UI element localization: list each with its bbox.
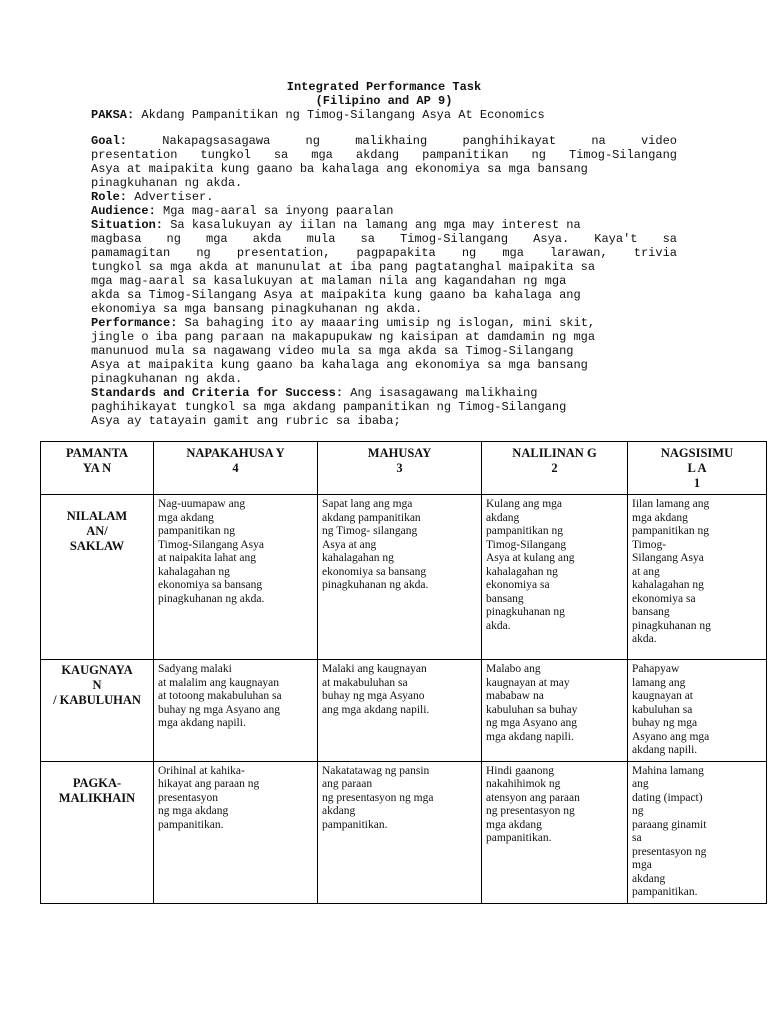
situation-line-5: mga mag-aaral sa kasalukuyan at malaman nila ang kagandahan ng mga — [91, 274, 567, 288]
performance-text-1: Sa bahaging ito ay maaaring umisip ng islogan, mini skit, — [177, 316, 596, 330]
standards-line-2: paghihikayat tungkol sa mga akdang pampanitikan ng Timog-Silangang — [91, 400, 567, 414]
role-label: Role: — [91, 190, 128, 204]
situation-line-6: akda sa Timog-Silangang Asya at maipakita kung gaano ba kahalaga ang — [91, 288, 581, 302]
rubric-row-nilalaman — [41, 495, 767, 660]
cell-pagkamalikhain-1: Mahina lamang ang dating (impact) ng paraang ginamit sa presentasyon ng mga akdang pampanitikan. — [628, 761, 767, 903]
situation-line-7: ekonomiya sa mga bansang pinagkuhanan ng akda. — [91, 302, 423, 316]
performance-line-4: Asya at maipakita kung gaano ba kahalaga ang ekonomiya sa mga bansang — [91, 358, 588, 372]
goal-line-2: presentation tungkol sa mga akdang pampanitikan ng Timog-Silangang — [91, 148, 677, 162]
standards-line-1 — [91, 386, 677, 400]
situation-line-2: magbasa ng mga akda mula sa Timog-Silangang Asya. Kaya't sa — [91, 232, 677, 246]
cell-pagkamalikhain-2: Hindi gaanong nakahihimok ng atensyon ang paraan ng presentasyon ng mga akdang pampanitikan. — [482, 761, 628, 903]
situation-label: Situation: — [91, 218, 164, 232]
rubric-header-row — [41, 442, 767, 495]
performance-label: Performance: — [91, 316, 178, 330]
cell-kaugnayan-1: Pahapyaw lamang ang kaugnayan at kabuluhan sa buhay ng mga Asyano ang mga akdang napili. — [628, 660, 767, 762]
goal-line-1 — [91, 134, 677, 148]
situation-line-3: pamamagitan ng presentation, pagpapakita ng mga larawan, trivia — [91, 246, 677, 260]
criterion-nilalaman: NILALAM AN/ SAKLAW — [41, 495, 154, 660]
cell-kaugnayan-4: Sadyang malaki at malalim ang kaugnayan at totoong makabuluhan sa buhay ng mga Asyano ang mga akdang napili. — [154, 660, 318, 762]
performance-line-1 — [91, 316, 677, 330]
standards-label: Standards and Criteria for Success: — [91, 386, 344, 400]
rubric-row-pagkamalikhain — [41, 761, 767, 903]
role-text: Advertiser. — [127, 190, 214, 204]
cell-nilalaman-3: Sapat lang ang mga akdang pampanitikan ng Timog- silangang Asya at ang kahalagahan ng ekonomiya sa bansang pinagkuhanan ng akda. — [318, 495, 482, 660]
header-nagsisimula: NAGSISIMU L A 1 — [628, 442, 767, 495]
situation-text-1: Sa kasalukuyan ay iilan na lamang ang mga may interest na — [163, 218, 581, 232]
criterion-kaugnayan: KAUGNAYA N / KABULUHAN — [41, 660, 154, 762]
performance-line-2: jingle o iba pang paraan na makapupukaw ng kaisipan at damdamin ng mga — [91, 330, 596, 344]
role-line — [91, 190, 677, 204]
situation-line-4: tungkol sa mga akda at manunulat at iba pang pagtatanghal maipakita sa — [91, 260, 596, 274]
rubric-table — [40, 441, 767, 904]
performance-line-5: pinagkuhanan ng akda. — [91, 372, 243, 386]
audience-text: Mga mag-aaral sa inyong paaralan — [155, 204, 394, 218]
header-nalilinang: NALILINAN G 2 — [482, 442, 628, 495]
criterion-pagkamalikhain: PAGKA- MALIKHAIN — [41, 761, 154, 903]
header-pamantayan: PAMANTA YA N — [41, 442, 154, 495]
paksa-text: Akdang Pampanitikan ng Timog-Silangang Asya At Economics — [134, 108, 545, 122]
cell-kaugnayan-2: Malabo ang kaugnayan at may mababaw na kabuluhan sa buhay ng mga Asyano ang mga akdang napili. — [482, 660, 628, 762]
cell-nilalaman-4: Nag-uumapaw ang mga akdang pampanitikan ng Timog-Silangang Asya at naipakita lahat ang kahalagahan ng ekonomiya sa bansang pinagkuhanan ng akda. — [154, 495, 318, 660]
goal-text-1: Nakapagsasagawa ng malikhaing panghihikayat na video — [127, 134, 677, 148]
cell-pagkamalikhain-4: Orihinal at kahika- hikayat ang paraan ng presentasyon ng mga akdang pampanitikan. — [154, 761, 318, 903]
header-mahusay: MAHUSAY 3 — [318, 442, 482, 495]
situation-line-1 — [91, 218, 677, 232]
goal-label: Goal: — [91, 134, 128, 148]
cell-pagkamalikhain-3: Nakatatawag ng pansin ang paraan ng presentasyon ng mga akdang pampanitikan. — [318, 761, 482, 903]
performance-line-3: manunuod mula sa nagawang video mula sa mga akda sa Timog-Silangang — [91, 344, 574, 358]
standards-line-3: Asya ay tatayain gamit ang rubric sa ibaba; — [91, 414, 401, 428]
cell-kaugnayan-3: Malaki ang kaugnayan at makabuluhan sa buhay ng mga Asyano ang mga akdang napili. — [318, 660, 482, 762]
audience-label: Audience: — [91, 204, 156, 218]
audience-line — [91, 204, 677, 218]
rubric-row-kaugnayan — [41, 660, 767, 762]
document-title: Integrated Performance Task — [286, 80, 482, 94]
goal-line-4: pinagkuhanan ng akda. — [91, 176, 243, 190]
cell-nilalaman-2: Kulang ang mga akdang pampanitikan ng Timog-Silangang Asya at kulang ang kahalagahan ng ekonomiya sa bansang pinagkuhanan ng akda. — [482, 495, 628, 660]
goal-line-3: Asya at maipakita kung gaano ba kahalaga ang ekonomiya sa mga bansang — [91, 162, 588, 176]
paksa-line — [91, 108, 677, 122]
standards-text-1: Ang isasagawang malikhaing — [343, 386, 538, 400]
header-napakahusay: NAPAKAHUSA Y 4 — [154, 442, 318, 495]
cell-nilalaman-1: Iilan lamang ang mga akdang pampanitikan ng Timog- Silangang Asya at ang kahalagahan ng ekonomiya sa bansang pinagkuhanan ng akda. — [628, 495, 767, 660]
document-subtitle: (Filipino and AP 9) — [315, 94, 453, 108]
paksa-label: PAKSA: — [91, 108, 135, 122]
